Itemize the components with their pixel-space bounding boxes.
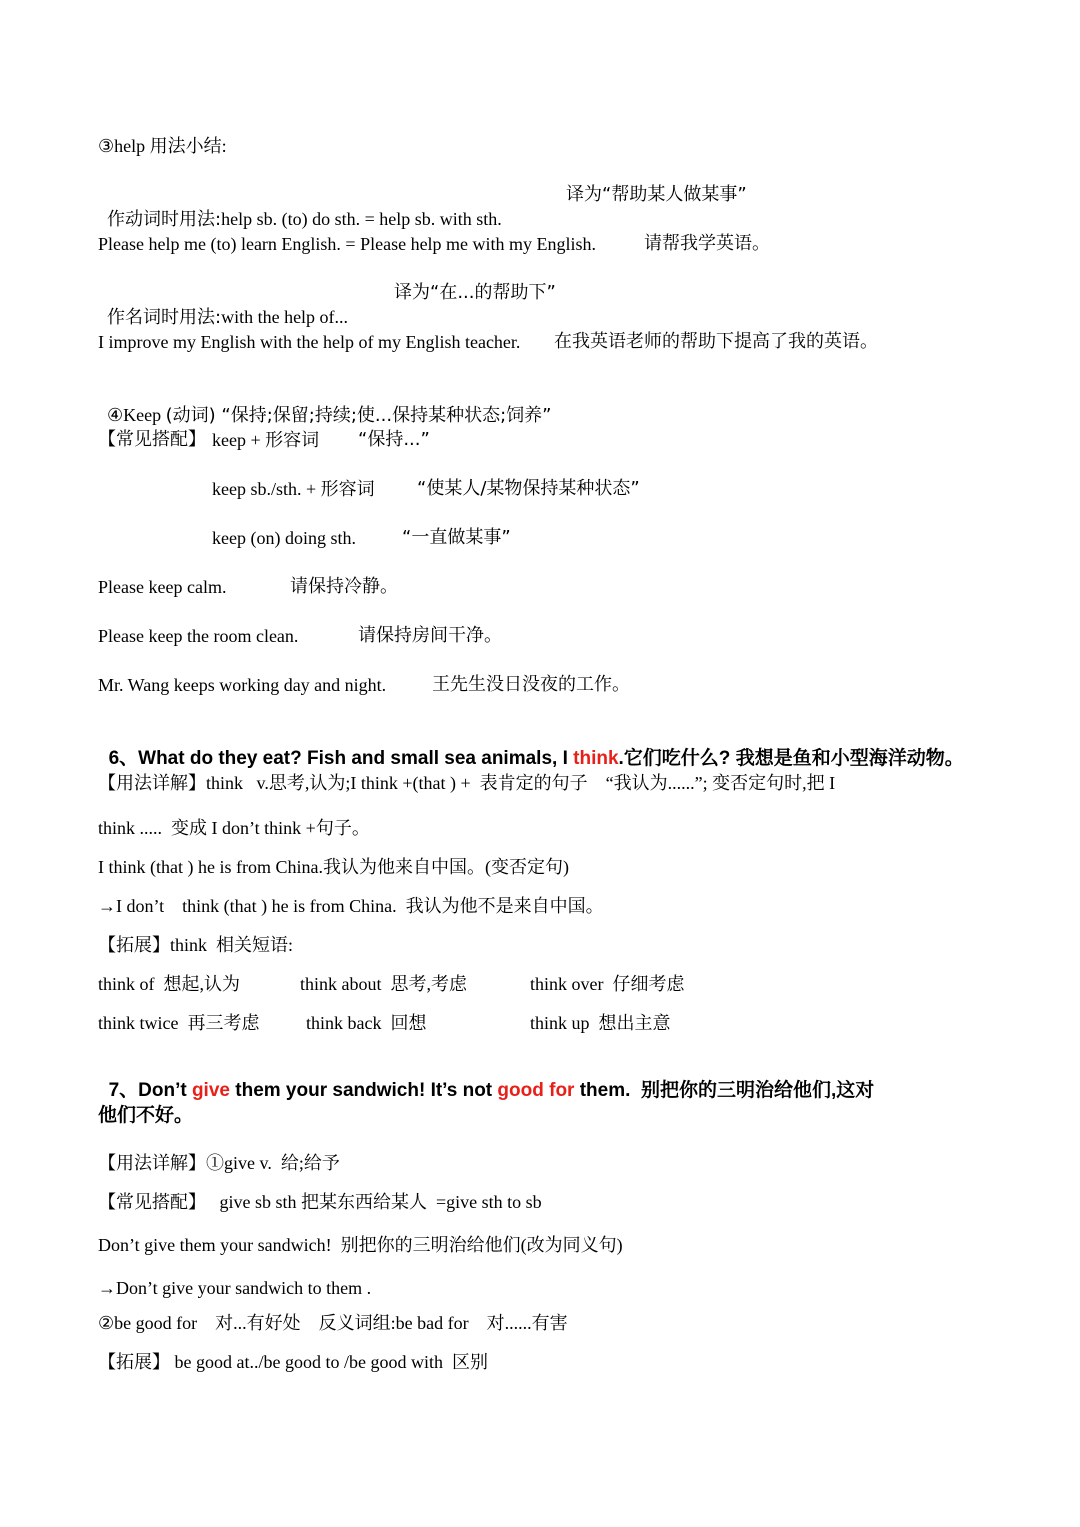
keep-example-3: Mr. Wang keeps working day and night. bbox=[98, 675, 387, 695]
keep-example-2: Please keep the room clean. bbox=[98, 626, 299, 646]
think-usage-line-1: 【用法详解】think v.思考,认为;I think +(that ) + 表肯定的句子 “我认为......”; 变否定句时,把 I bbox=[98, 773, 836, 793]
give-highlight: give bbox=[191, 1080, 230, 1101]
help-noun-pattern: with the help of... bbox=[221, 307, 349, 327]
help-verb-label: 作动词时用法: bbox=[107, 209, 222, 230]
phrase-think-back: think back 回想 bbox=[306, 1013, 427, 1033]
good-expand: 【拓展】 be good at../be good to /be good with 区别 bbox=[98, 1352, 488, 1372]
keep-meaning-1: “保持...” bbox=[358, 429, 430, 450]
help-verb-usage bbox=[98, 183, 502, 232]
help-noun-usage bbox=[98, 281, 348, 330]
keep-title-cn: (动词) “保持;保留;持续;使...保持某种状态;饲养” bbox=[165, 405, 552, 426]
give-example-2: →Don’t give your sandwich to them . bbox=[98, 1278, 372, 1298]
phrase-think-over: think over 仔细考虑 bbox=[530, 974, 685, 994]
phrase-think-up: think up 想出主意 bbox=[530, 1013, 671, 1033]
think-highlight: think bbox=[573, 748, 619, 769]
keep-example-2-cn: 请保持房间干净。 bbox=[358, 625, 502, 646]
phrase-think-of: think of 想起,认为 bbox=[98, 974, 240, 994]
keep-pattern-1: keep + 形容词 bbox=[212, 430, 320, 451]
keep-pattern-2: keep sb./sth. + 形容词 bbox=[212, 479, 375, 500]
help-noun-translation: 译为“在...的帮助下” bbox=[394, 282, 556, 303]
help-verb-pattern: help sb. (to) do sth. = help sb. with sth. bbox=[221, 209, 502, 229]
keep-collocation-label: 【常见搭配】 bbox=[98, 429, 206, 450]
section-6-heading: 6、What do they eat? Fish and small sea animals, I think.它们吃什么? 我想是鱼和小型海洋动物。 bbox=[108, 748, 964, 769]
section-7-heading-line-1: 7、Don’t give them your sandwich! It’s not good for them. 别把你的三明治给他们,这对 bbox=[108, 1080, 875, 1101]
give-usage: 【用法详解】①give v. 给;给予 bbox=[98, 1153, 340, 1173]
help-verb-example: Please help me (to) learn English. = Please help me with my English. bbox=[98, 234, 597, 254]
think-usage-line-2: think ..... 变成 I don’t think +句子。 bbox=[98, 818, 370, 838]
keep-meaning-2: “使某人/某物保持某种状态” bbox=[417, 478, 640, 499]
help-verb-example-cn: 请帮我学英语。 bbox=[644, 233, 770, 254]
help-verb-translation: 译为“帮助某人做某事” bbox=[566, 184, 747, 205]
keep-title-en: ④Keep bbox=[107, 405, 162, 425]
keep-pattern-3: keep (on) doing sth. bbox=[212, 528, 356, 548]
good-for-highlight: good for bbox=[497, 1080, 575, 1101]
keep-example-3-cn: 王先生没日没夜的工作。 bbox=[432, 674, 630, 695]
keep-meaning-3: “一直做某事” bbox=[402, 527, 511, 548]
phrase-think-about: think about 思考,考虑 bbox=[300, 974, 467, 994]
keep-example-1: Please keep calm. bbox=[98, 577, 227, 597]
help-noun-label: 作名词时用法: bbox=[107, 307, 222, 328]
help-noun-example-cn: 在我英语老师的帮助下提高了我的英语。 bbox=[554, 331, 878, 352]
think-example-1: I think (that ) he is from China.我认为他来自中国。(变否定句) bbox=[98, 857, 569, 877]
keep-example-1-cn: 请保持冷静。 bbox=[290, 576, 398, 597]
section-7-heading-line-2: 他们不好。 bbox=[98, 1105, 194, 1126]
think-expand-label: 【拓展】think 相关短语: bbox=[98, 935, 294, 955]
good-for-usage: ②be good for 对...有好处 反义词组:be bad for 对......有害 bbox=[98, 1313, 568, 1333]
give-collocation: 【常见搭配】 give sb sth 把某东西给某人 =give sth to sb bbox=[98, 1192, 542, 1212]
give-example-1: Don’t give them your sandwich! 别把你的三明治给他们(改为同义句) bbox=[98, 1235, 623, 1255]
phrase-think-twice: think twice 再三考虑 bbox=[98, 1013, 260, 1033]
help-summary-title: ③help 用法小结: bbox=[98, 136, 227, 156]
think-example-2: →I don’t think (that ) he is from China. 我认为他不是来自中国。 bbox=[98, 896, 604, 916]
help-noun-example: I improve my English with the help of my English teacher. bbox=[98, 332, 521, 352]
keep-title bbox=[98, 379, 551, 428]
